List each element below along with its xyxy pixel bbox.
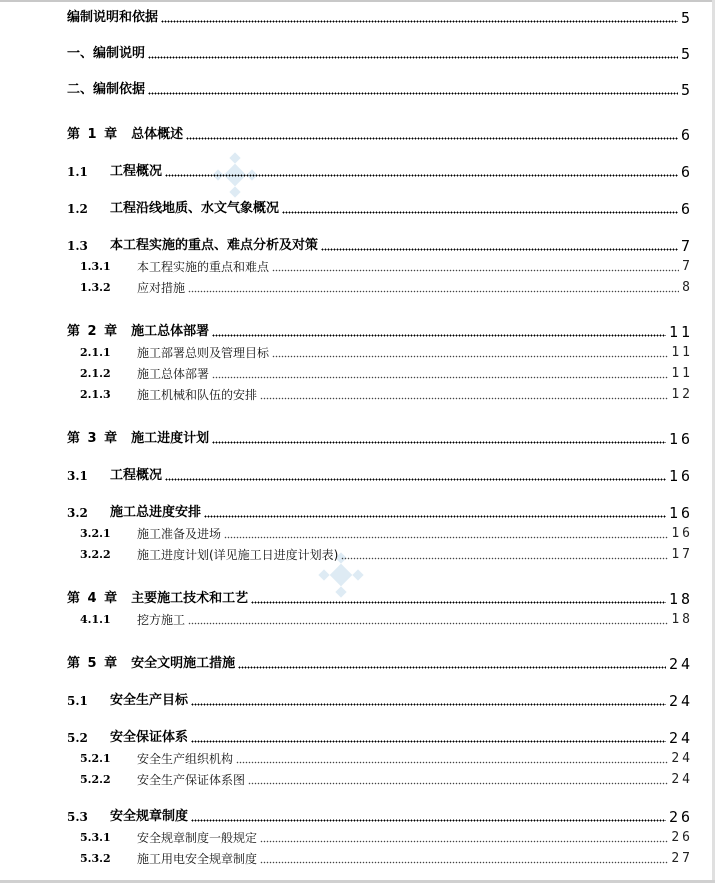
toc-label: 施工机械和队伍的安排 (137, 388, 258, 402)
toc-label: 施工用电安全规章制度 (137, 852, 258, 866)
toc-label: 编制说明和依据 (67, 10, 159, 25)
chapter-title: 施工进度计划 (131, 431, 210, 446)
toc-leader (341, 556, 668, 560)
toc-page-number: 6 (680, 200, 693, 218)
chapter-title: 主要施工技术和工艺 (131, 591, 249, 606)
subsection-number: 3.2.2 (80, 548, 111, 561)
toc-page-number: 16 (671, 526, 693, 541)
toc-subsection-entry[interactable] (80, 383, 693, 403)
toc-page-number: 8 (682, 280, 693, 295)
toc-leader (238, 665, 666, 669)
subsection-number: 5.3.1 (80, 831, 111, 844)
toc-label: 工程沿线地质、水文气象概况 (110, 201, 280, 216)
section-number: 3.2 (67, 506, 88, 520)
section-number: 5.2 (67, 731, 88, 745)
subsection-number: 5.3.2 (80, 852, 111, 865)
toc-subsection-entry[interactable] (80, 847, 693, 867)
toc-section-entry[interactable] (67, 197, 693, 218)
toc-leader (321, 247, 678, 251)
toc-leader (212, 375, 668, 379)
toc-leader (165, 477, 666, 481)
section-number: 5.3 (67, 810, 88, 824)
toc-page-number: 24 (668, 692, 693, 710)
toc-page-number: 16 (668, 430, 693, 448)
toc-label: 施工部署总则及管理目标 (137, 346, 270, 360)
toc-leader (260, 839, 668, 843)
toc-leader (251, 600, 666, 604)
toc-leader (260, 396, 668, 400)
toc-page-number: 6 (680, 163, 693, 181)
toc-label: 应对措施 (137, 281, 186, 295)
toc-label (67, 431, 209, 447)
toc-chapter-entry[interactable] (67, 652, 693, 673)
toc-page-number: 7 (680, 237, 693, 255)
toc-section-entry[interactable] (67, 501, 693, 522)
toc-label: 本工程实施的重点、难点分析及对策 (110, 238, 319, 253)
toc-section-entry[interactable] (67, 160, 693, 181)
subsection-number: 2.1.1 (80, 346, 111, 359)
toc-entry[interactable] (67, 42, 693, 63)
toc-page-number: 12 (671, 387, 693, 402)
toc-label: 施工准备及进场 (137, 527, 222, 541)
toc-label: 安全生产组织机构 (137, 752, 234, 766)
subsection-number: 1.3.2 (80, 281, 111, 294)
toc-page-number: 24 (671, 751, 693, 766)
toc-subsection-entry[interactable] (80, 826, 693, 846)
toc-page-number: 26 (668, 808, 693, 826)
toc-label: 施工总进度安排 (110, 505, 202, 520)
toc-subsection-entry[interactable] (80, 276, 693, 296)
toc-leader (282, 210, 678, 214)
section-number: 5.1 (67, 694, 88, 708)
toc-subsection-entry[interactable] (80, 768, 693, 788)
chapter-number: 第 5 章 (67, 656, 118, 671)
toc-section-entry[interactable] (67, 805, 693, 826)
chapter-number: 第 2 章 (67, 324, 118, 339)
subsection-number: 1.3.1 (80, 260, 111, 273)
toc-label (67, 656, 235, 672)
chapter-title: 安全文明施工措施 (131, 656, 236, 671)
toc-label: 挖方施工 (137, 613, 186, 627)
toc-label: 安全规章制度一般规定 (137, 831, 258, 845)
toc-page-number: 24 (671, 772, 693, 787)
toc-leader (204, 514, 666, 518)
toc-page-number: 5 (680, 45, 693, 63)
toc-page-number: 11 (671, 366, 693, 381)
subsection-number: 3.2.1 (80, 527, 111, 540)
toc-page-number: 18 (671, 612, 693, 627)
toc-page-number: 26 (671, 830, 693, 845)
section-number: 1.2 (67, 202, 88, 216)
chapter-number: 第 4 章 (67, 591, 118, 606)
chapter-number: 第 3 章 (67, 431, 118, 446)
toc-label: 施工总体部署 (137, 367, 210, 381)
toc-label: 本工程实施的重点和难点 (137, 260, 270, 274)
toc-page-number: 24 (668, 729, 693, 747)
toc-page-number: 11 (671, 345, 693, 360)
toc-entry[interactable] (67, 78, 693, 99)
section-number: 1.1 (67, 165, 88, 179)
toc-leader (212, 440, 666, 444)
toc-subsection-entry[interactable] (80, 255, 693, 275)
toc-leader (188, 289, 679, 293)
toc-page-number: 6 (680, 126, 693, 144)
subsection-number: 5.2.2 (80, 773, 111, 786)
subsection-number: 2.1.3 (80, 388, 111, 401)
toc-leader (165, 173, 678, 177)
toc-label: 一、编制说明 (67, 46, 146, 61)
toc-label: 施工进度计划(详见施工日进度计划表) (137, 548, 339, 562)
section-number: 3.1 (67, 469, 88, 483)
toc-leader (148, 91, 678, 95)
toc-chapter-entry[interactable] (67, 427, 693, 448)
toc-leader (248, 781, 668, 785)
toc-subsection-entry[interactable] (80, 608, 693, 628)
toc-leader (272, 268, 679, 272)
toc-label (67, 127, 183, 143)
toc-leader (186, 136, 678, 140)
toc-leader (236, 760, 668, 764)
toc-label: 安全生产目标 (110, 693, 189, 708)
toc-page-number: 17 (671, 547, 693, 562)
toc-subsection-entry[interactable] (80, 362, 693, 382)
toc-entry[interactable] (67, 6, 693, 27)
toc-label: 安全保证体系 (110, 730, 189, 745)
toc-leader (260, 860, 668, 864)
toc-chapter-entry[interactable] (67, 320, 693, 341)
toc-page-number: 16 (668, 467, 693, 485)
toc-leader (148, 55, 678, 59)
toc-label: 安全规章制度 (110, 809, 189, 824)
toc-label (67, 591, 248, 607)
toc-subsection-entry[interactable] (80, 522, 693, 542)
toc-label: 安全生产保证体系图 (137, 773, 246, 787)
toc-page-number: 27 (671, 851, 693, 866)
subsection-number: 2.1.2 (80, 367, 111, 380)
toc-leader (272, 354, 668, 358)
toc-label: 二、编制依据 (67, 82, 146, 97)
toc-page-number: 11 (668, 323, 693, 341)
toc-leader (191, 739, 666, 743)
toc-leader (191, 818, 666, 822)
toc-section-entry[interactable] (67, 689, 693, 710)
subsection-number: 4.1.1 (80, 613, 111, 626)
subsection-number: 5.2.1 (80, 752, 111, 765)
toc-page-number: 24 (668, 655, 693, 673)
toc-label: 工程概况 (110, 468, 163, 483)
toc-section-entry[interactable] (67, 234, 693, 255)
toc-leader (188, 621, 668, 625)
toc-page-number: 18 (668, 590, 693, 608)
chapter-title: 施工总体部署 (131, 324, 210, 339)
toc-subsection-entry[interactable] (80, 543, 693, 563)
toc-label: 工程概况 (110, 164, 163, 179)
toc-leader (224, 535, 668, 539)
section-number: 1.3 (67, 239, 88, 253)
chapter-number: 第 1 章 (67, 127, 118, 142)
toc-page-number: 7 (682, 259, 693, 274)
toc-chapter-entry[interactable] (67, 123, 693, 144)
toc-label (67, 324, 209, 340)
toc-subsection-entry[interactable] (80, 341, 693, 361)
toc-chapter-entry[interactable] (67, 587, 693, 608)
page-top-border (0, 0, 715, 2)
chapter-title: 总体概述 (131, 127, 184, 142)
toc-leader (212, 333, 666, 337)
toc-page-number: 16 (668, 504, 693, 522)
toc-section-entry[interactable] (67, 464, 693, 485)
toc-leader (161, 19, 678, 23)
toc-page-number: 5 (680, 81, 693, 99)
toc-page-number: 5 (680, 9, 693, 27)
toc-subsection-entry[interactable] (80, 747, 693, 767)
toc-section-entry[interactable] (67, 726, 693, 747)
toc-leader (191, 702, 666, 706)
